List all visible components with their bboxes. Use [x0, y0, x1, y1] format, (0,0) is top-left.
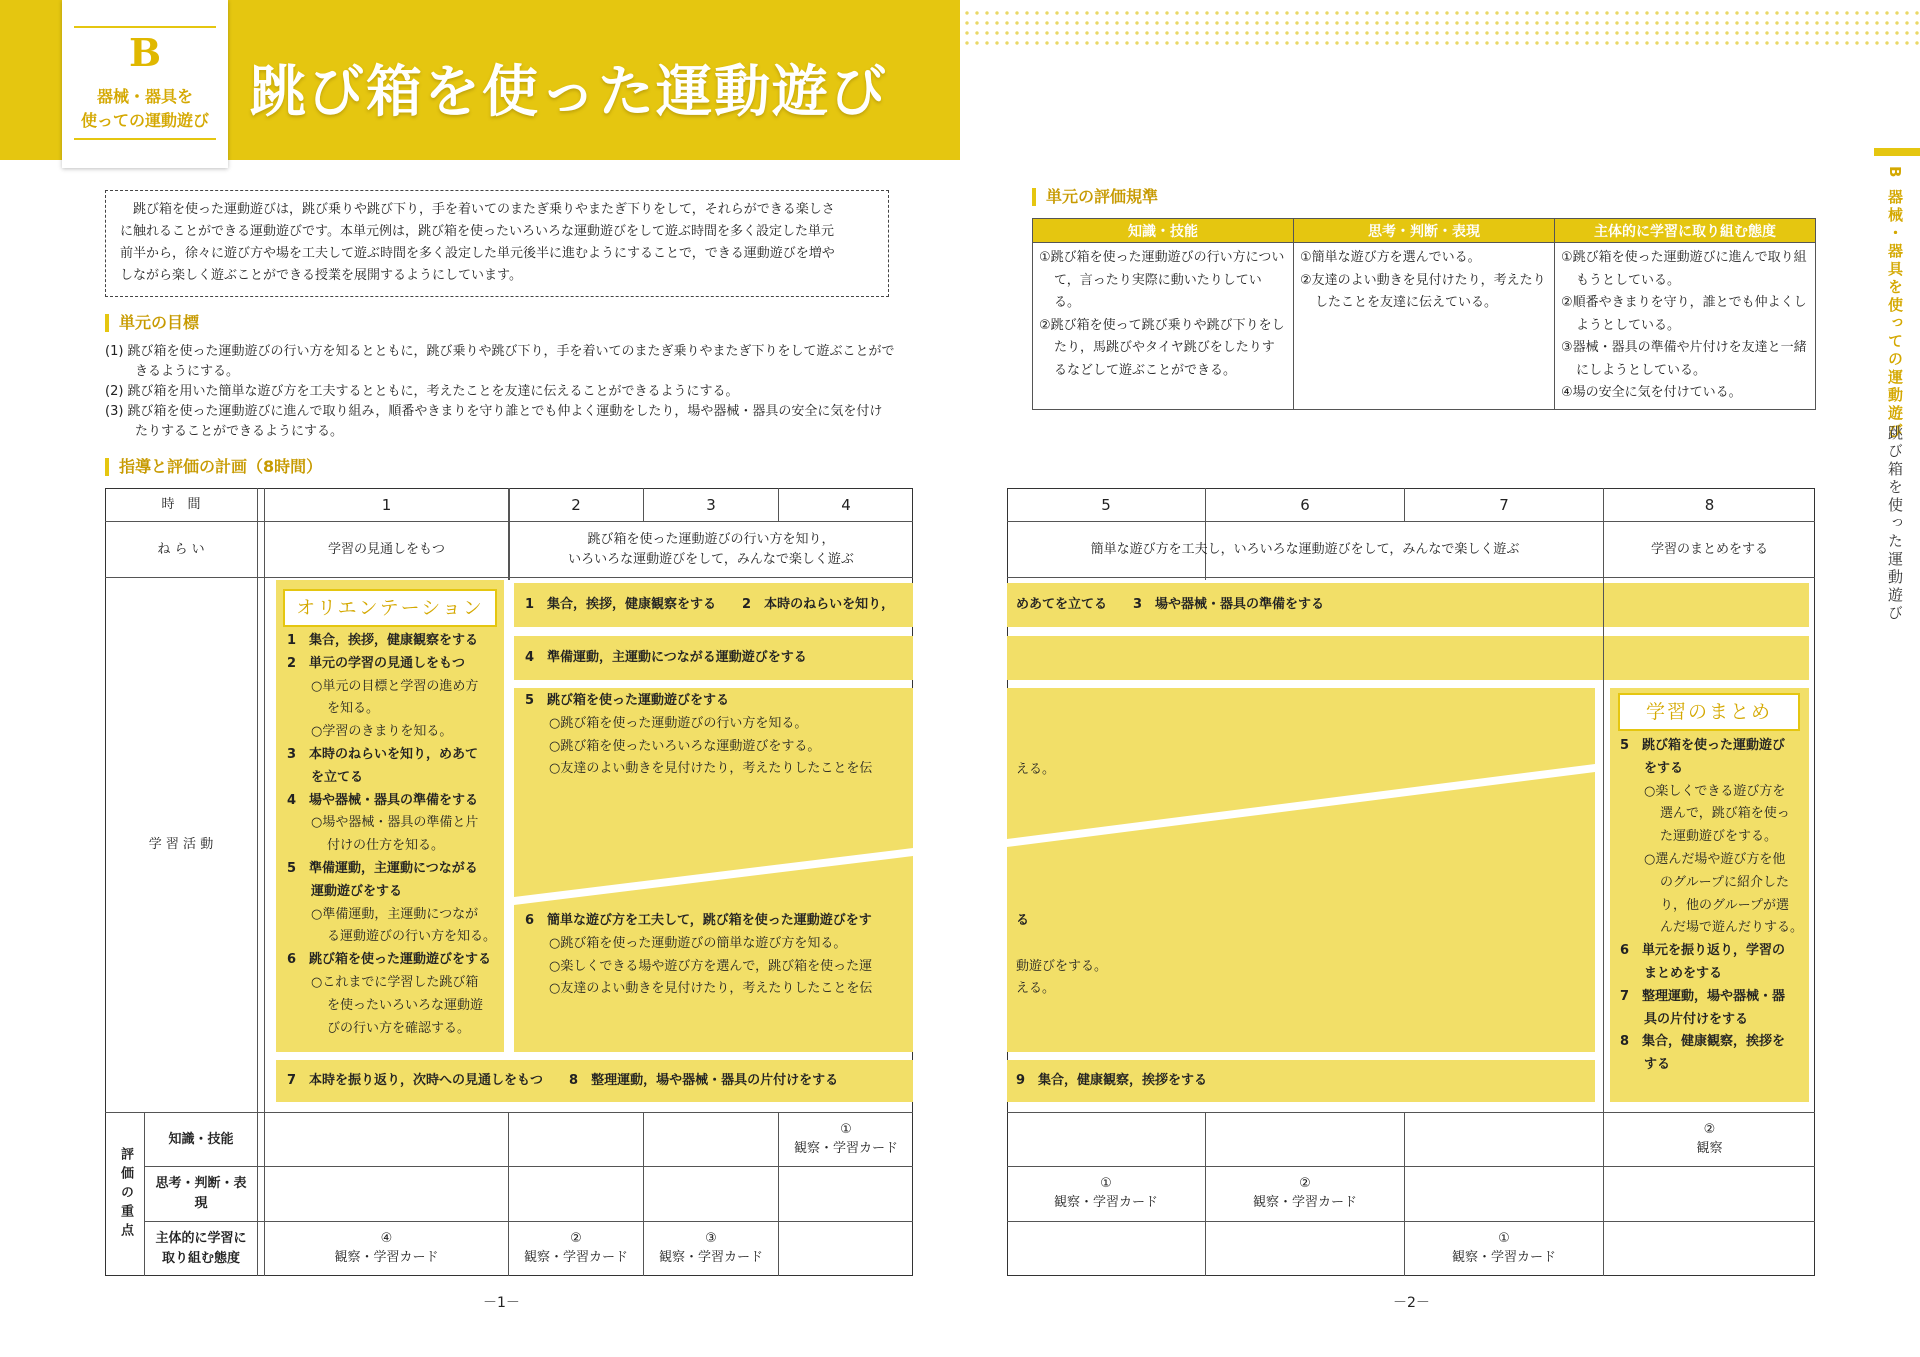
criteria-knowledge [1033, 243, 1294, 410]
activity-band [1007, 636, 1809, 680]
activity-block-5-right: える。 [1016, 762, 1056, 777]
eval-row-attitude: 主体的に学習に取り組む態度 [155, 1231, 247, 1266]
eval-number: ① [1498, 1231, 1510, 1246]
eval-mark [779, 1120, 913, 1158]
criteria-item: ②友達のよい動きを見付けたり，考えたりしたことを友達に伝えている。 [1300, 272, 1546, 310]
eval-method: 観察・学習カード [1252, 1195, 1357, 1210]
grid-line [1007, 1221, 1815, 1222]
aim-hours-2-4 [509, 522, 913, 577]
hour-7: 7 [1499, 496, 1509, 514]
row-label-eval: 評価の重点 [118, 1147, 133, 1242]
orientation-item: 1 集合，挨拶，健康観察をする [287, 633, 479, 648]
page-number: －2－ [1393, 1295, 1430, 1311]
criteria-item: ①跳び箱を使った運動遊びの行い方について，言ったり実際に動いたりしている。 [1039, 250, 1285, 310]
eval-method: 観察・学習カード [793, 1141, 898, 1156]
hour-3: 3 [706, 496, 716, 514]
eval-method: 観察・学習カード [523, 1250, 628, 1265]
plan-heading: 指導と評価の計画（8時間） [105, 458, 322, 476]
orientation-item: 3 本時のねらいを知り，めあて [287, 746, 479, 762]
eval-mark [1007, 1174, 1205, 1212]
badge-line-2: 使っての運動遊び [80, 111, 209, 130]
orientation-item: を使ったいろいろな運動遊 [327, 997, 484, 1013]
side-tab-bar [1874, 148, 1920, 156]
criteria-header: 思考・判断・表現 [1294, 219, 1555, 243]
row-label-time: 時 間 [161, 497, 201, 512]
eval-row-knowledge: 知識・技能 [168, 1131, 234, 1147]
activity-band-1-right: めあてを立てる 3 場や器械・器具の準備をする [1016, 597, 1325, 612]
page-title: 跳び箱を使った運動遊び [250, 60, 888, 125]
criteria-header: 知識・技能 [1033, 219, 1294, 243]
hour-1: 1 [381, 496, 392, 514]
criteria-item: ②順番やきまりを守り，誰とでも仲よくしようとしている。 [1561, 295, 1807, 333]
summary-item: 8 集合，健康観察，挨拶を [1620, 1034, 1786, 1050]
page-number: －1－ [483, 1295, 520, 1311]
hour-5: 5 [1101, 496, 1111, 514]
eval-number: ④ [380, 1231, 393, 1246]
row-label-activity: 学 習 活 動 [148, 837, 214, 852]
eval-number: ② [1299, 1176, 1311, 1191]
orientation-item: 2 単元の学習の見通しをもつ [287, 655, 466, 671]
aim-line: 跳び箱を使った運動遊びの行い方を知り， [587, 531, 835, 547]
criteria-thinking [1294, 243, 1555, 410]
orientation-item: を立てる [311, 769, 364, 785]
orientation-item: 6 跳び箱を使った運動遊びをする [287, 952, 492, 968]
goals-heading: 単元の目標 [105, 314, 199, 332]
activity-item: 5 跳び箱を使った運動遊びをする [525, 693, 730, 708]
activity-block-6-right [1016, 910, 1107, 1001]
summary-item: をする [1644, 760, 1684, 776]
activity-band-1-left: 1 集合，挨拶，健康観察をする 2 本時のねらいを知り， [525, 597, 895, 612]
side-tab-unit: 跳び箱を使った運動遊び [1886, 425, 1904, 623]
criteria-item: ①跳び箱を使った運動遊びに進んで取り組もうとしている。 [1561, 250, 1807, 288]
eval-mark [265, 1229, 508, 1267]
activity-item: る [1016, 913, 1030, 928]
summary-item: 5 跳び箱を使った運動遊び [1620, 738, 1786, 753]
aim-hour-8: 学習のまとめをする [1650, 541, 1768, 557]
eval-method: 観察・学習カード [1451, 1250, 1556, 1265]
badge-rule [74, 138, 216, 140]
grid-line [264, 488, 265, 1276]
criteria-table [1032, 218, 1816, 410]
eval-mark [1604, 1120, 1815, 1158]
aim-hours-5-7: 簡単な遊び方を工夫し，いろいろな運動遊びをして，みんなで楽しく遊ぶ [1090, 541, 1520, 557]
orientation-item: ○準備運動，主運動につなが [311, 906, 479, 922]
summary-item: 7 整理運動，場や器械・器 [1620, 988, 1786, 1004]
grid-line [1007, 1112, 1815, 1113]
eval-mark [509, 1229, 643, 1267]
activity-item: える。 [1016, 981, 1056, 997]
orientation-item: 運動遊びをする [311, 883, 403, 899]
aim-hour-1: 学習の見通しをもつ [327, 541, 445, 557]
dot-pattern [962, 8, 1920, 46]
orientation-item: びの行い方を確認する。 [327, 1020, 471, 1036]
activity-block-5-left [525, 690, 872, 781]
orientation-item: を知る。 [327, 701, 380, 717]
orientation-item: 4 場や器械・器具の準備をする [287, 792, 479, 808]
side-tab-category: B 器械・器具を使っての運動遊び [1886, 166, 1904, 441]
summary-item: んだ場で遊んだりする。 [1660, 920, 1804, 936]
eval-number: ① [1100, 1176, 1112, 1191]
goal-item: (1) 跳び箱を使った運動遊びの行い方を知るとともに，跳び乗りや跳び下り，手を着いてのまたぎ乗りやまたぎ下りをして遊ぶことができるようにする。 [105, 344, 895, 379]
eval-method: 観察・学習カード [658, 1250, 763, 1265]
criteria-header: 主体的に学習に取り組む態度 [1555, 219, 1816, 243]
row-label-aim: ね ら い [157, 541, 205, 557]
grid-line [1007, 577, 1815, 578]
hour-2: 2 [571, 496, 581, 514]
activity-block-6-left [525, 910, 872, 1001]
eval-number: ① [840, 1122, 852, 1137]
hour-4: 4 [841, 496, 851, 514]
activity-item: 6 簡単な遊び方を工夫して，跳び箱を使った運動遊びをす [525, 913, 872, 928]
activity-item: 動遊びをする。 [1016, 958, 1108, 974]
activity-item: ○跳び箱を使った運動遊びの行い方を知る。 [549, 715, 808, 731]
activity-band-2-left: 4 準備運動，主運動につながる運動遊びをする [525, 650, 807, 665]
summary-item: まとめをする [1644, 965, 1723, 981]
badge-rule [74, 26, 216, 28]
intro-line: しながら楽しく遊ぶことができる授業を展開するようにしています。 [120, 268, 522, 283]
summary-item: のグループに紹介した [1660, 874, 1789, 890]
summary-item: ○選んだ場や遊び方を他 [1644, 851, 1786, 867]
aim-line: いろいろな運動遊びをして，みんなで楽しく遊ぶ [568, 551, 854, 567]
badge-letter: B [128, 30, 162, 75]
eval-mark [1206, 1174, 1404, 1212]
orientation-item: 5 準備運動，主運動につながる [287, 860, 478, 876]
activity-item: ○跳び箱を使った運動遊びの簡単な遊び方を知る。 [549, 935, 847, 951]
eval-number: ② [570, 1231, 582, 1246]
intro-line: に触れることができる運動遊びです。本単元例は，跳び箱を使ったいろいろな運動遊びをして遊ぶ時間を多く設定した単元 [120, 224, 834, 239]
summary-item: 6 単元を振り返り，学習の [1620, 943, 1786, 959]
grid-line [144, 1221, 913, 1222]
activity-item: ○楽しくできる場や遊び方を選んで，跳び箱を使った運 [549, 958, 873, 974]
summary-label: 学習のまとめ [1618, 693, 1800, 731]
hour-8: 8 [1704, 496, 1715, 514]
activity-item: ○跳び箱を使ったいろいろな運動遊びをする。 [549, 738, 821, 754]
criteria-heading: 単元の評価規準 [1032, 188, 1158, 206]
goal-item: (2) 跳び箱を用いた簡単な遊び方を工夫するとともに，考えたことを友達に伝えることができるようにする。 [105, 384, 739, 399]
eval-method: 観察・学習カード [1053, 1195, 1158, 1210]
orientation-item: ○学習のきまりを知る。 [311, 724, 453, 740]
orientation-item: ○単元の目標と学習の進め方 [311, 678, 479, 694]
eval-method: 観察 [1696, 1141, 1723, 1156]
hour-6: 6 [1300, 496, 1310, 514]
spacer [1016, 933, 1107, 956]
eval-number: ② [1703, 1122, 1716, 1137]
badge-line-1: 器械・器具を [96, 87, 193, 106]
grid-line [1007, 1166, 1815, 1167]
intro-box [105, 190, 889, 297]
orientation-item: 付けの仕方を知る。 [327, 838, 445, 854]
orientation-label: オリエンテーション [283, 589, 497, 627]
criteria-attitude [1555, 243, 1816, 410]
goal-item: (3) 跳び箱を使った運動遊びに進んで取り組み，順番やきまりを守り誰とでも仲よく運動をしたり，場や器械・器具の安全に気を付けたりすることができるようにする。 [105, 404, 883, 439]
orientation-item: ○場や器械・器具の準備と片 [311, 815, 479, 831]
activity-band-9-right: 9 集合，健康観察，挨拶をする [1016, 1073, 1208, 1088]
summary-item: り，他のグループが選 [1660, 897, 1789, 913]
summary-list [1620, 735, 1803, 1077]
eval-number: ③ [705, 1231, 717, 1246]
orientation-list [287, 630, 496, 1040]
eval-mark [1405, 1229, 1603, 1267]
summary-item: 具の片付けをする [1644, 1011, 1749, 1027]
activity-item: ○友達のよい動きを見付けたり，考えたりしたことを伝 [549, 981, 873, 997]
orientation-item: る運動遊びの行い方を知る。 [327, 929, 497, 945]
criteria-item: ①簡単な遊び方を選んでいる。 [1300, 250, 1481, 265]
criteria-item: ②跳び箱を使って跳び乗りや跳び下りをしたり，馬跳びやタイヤ跳びをしたりするなどして遊ぶことができる。 [1039, 317, 1285, 378]
orientation-item: ○これまでに学習した跳び箱 [311, 974, 479, 990]
activity-band-7-left: 7 本時を振り返り，次時への見通しをもつ 8 整理運動，場や器械・器具の片付けをする [287, 1073, 839, 1088]
intro-line: 前半から，徐々に遊び方や場を工夫して遊ぶ時間を多く設定した単元後半に進むようにすることで，できる運動遊びを増や [120, 246, 835, 261]
section-badge [62, 0, 228, 168]
eval-mark [644, 1229, 778, 1267]
summary-item: た運動遊びをする。 [1660, 829, 1778, 845]
summary-item: する [1644, 1057, 1671, 1073]
intro-line: 跳び箱を使った運動遊びは，跳び乗りや跳び下り，手を着いてのまたぎ乗りやまたぎ下りをして，それらができる楽しさ [120, 202, 835, 217]
eval-row-thinking: 思考・判断・表現 [155, 1176, 247, 1211]
criteria-item: ④場の安全に気を付けている。 [1561, 385, 1742, 400]
grid-line [257, 488, 258, 1276]
summary-item: ○楽しくできる遊び方を [1644, 783, 1786, 799]
grid-line [144, 1166, 913, 1167]
activity-item: ○友達のよい動きを見付けたり，考えたりしたことを伝 [549, 761, 873, 777]
eval-method: 観察・学習カード [334, 1250, 439, 1265]
summary-item: 選んで，跳び箱を使っ [1660, 806, 1790, 822]
criteria-item: ③器械・器具の準備や片付けを友達と一緒にしようとしている。 [1561, 340, 1807, 378]
